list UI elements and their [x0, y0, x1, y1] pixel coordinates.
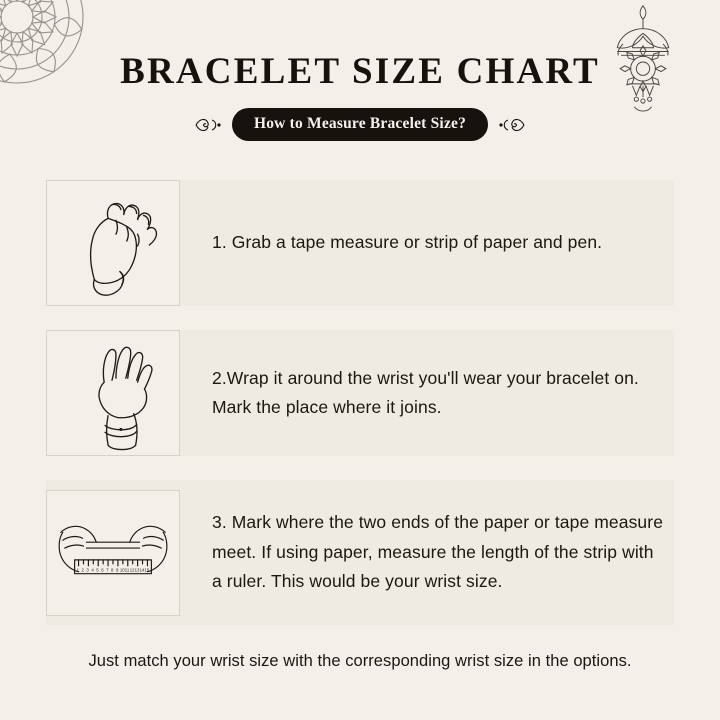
- subtitle-row: [0, 108, 720, 141]
- svg-text:4: 4: [91, 567, 94, 573]
- svg-text:13: 13: [134, 567, 140, 573]
- svg-text:10: 10: [119, 567, 125, 573]
- svg-text:8: 8: [111, 567, 114, 573]
- subtitle-pill: How to Measure Bracelet Size?: [232, 108, 488, 141]
- svg-text:15: 15: [144, 567, 150, 573]
- svg-text:5: 5: [96, 567, 99, 573]
- step-3-illustration: [46, 490, 180, 616]
- list-item: [0, 180, 720, 306]
- svg-text:7: 7: [106, 567, 109, 573]
- svg-text:9: 9: [115, 567, 119, 573]
- ornamental-flourish-left-icon: [194, 114, 222, 136]
- list-item: [0, 480, 720, 625]
- svg-text:14: 14: [139, 567, 145, 573]
- page-title: BRACELET SIZE CHART: [120, 51, 600, 92]
- list-item: [0, 330, 720, 456]
- svg-text:11: 11: [124, 567, 130, 573]
- svg-text:1: 1: [76, 567, 80, 573]
- footer-note: Just match your wrist size with the corresponding wrist size in the options.: [88, 652, 632, 670]
- step-1-illustration: [46, 180, 180, 306]
- step-1-text: 1. Grab a tape measure or strip of paper and pen.: [212, 232, 603, 253]
- step-2-illustration: [46, 330, 180, 456]
- svg-text:12: 12: [129, 567, 135, 573]
- steps-list: [0, 180, 720, 649]
- step-3-text: 3. Mark where the two ends of the paper or tape measure meet. If using paper, measure the length of the strip with a ruler. This would be your wrist size.: [212, 512, 664, 592]
- step-2-text: 2.Wrap it around the wrist you'll wear your bracelet on. Mark the place where it joins.: [212, 367, 639, 417]
- svg-text:2: 2: [81, 567, 84, 573]
- svg-text:6: 6: [101, 567, 104, 573]
- ornamental-flourish-right-icon: [498, 114, 526, 136]
- svg-text:3: 3: [86, 567, 89, 573]
